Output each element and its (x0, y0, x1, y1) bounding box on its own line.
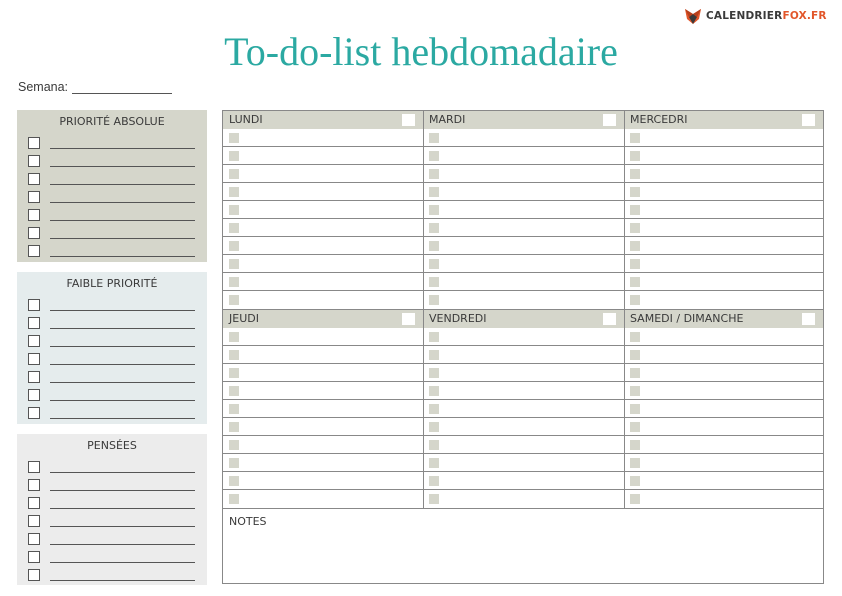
task-row[interactable] (423, 273, 624, 291)
task-checkbox[interactable] (630, 350, 640, 360)
task-row[interactable] (423, 201, 624, 219)
task-row[interactable] (423, 291, 624, 309)
task-row[interactable] (423, 382, 624, 400)
task-row[interactable] (423, 237, 624, 255)
panel-rows (17, 292, 207, 422)
weekly-grid (222, 110, 824, 584)
task-checkbox[interactable] (229, 386, 239, 396)
task-checkbox[interactable] (229, 169, 239, 179)
day-checkbox[interactable] (603, 313, 616, 325)
task-checkbox[interactable] (229, 187, 239, 197)
task-checkbox[interactable] (630, 386, 640, 396)
checkbox[interactable] (28, 317, 40, 329)
task-checkbox[interactable] (429, 332, 439, 342)
task-checkbox[interactable] (229, 259, 239, 269)
panel-title: FAIBLE PRIORITÉ (66, 277, 158, 290)
task-checkbox[interactable] (229, 295, 239, 305)
task-row[interactable] (423, 255, 624, 273)
checkbox[interactable] (28, 227, 40, 239)
panel-row (28, 512, 207, 530)
task-row[interactable] (624, 255, 823, 273)
task-row[interactable] (223, 165, 423, 183)
panel-row (28, 494, 207, 512)
day-column (624, 111, 823, 309)
task-row[interactable] (624, 129, 823, 147)
panel-pensees (17, 434, 207, 585)
task-row[interactable] (223, 436, 423, 454)
task-row[interactable] (423, 472, 624, 490)
fox-logo-icon (684, 7, 702, 25)
task-row[interactable] (423, 147, 624, 165)
task-line[interactable] (50, 569, 195, 581)
checkbox[interactable] (28, 155, 40, 167)
task-checkbox[interactable] (429, 277, 439, 287)
task-checkbox[interactable] (429, 386, 439, 396)
task-checkbox[interactable] (630, 404, 640, 414)
task-line[interactable] (50, 191, 195, 203)
checkbox[interactable] (28, 389, 40, 401)
panel-row (28, 386, 207, 404)
task-checkbox[interactable] (630, 223, 640, 233)
task-line[interactable] (50, 389, 195, 401)
task-checkbox[interactable] (429, 404, 439, 414)
checkbox[interactable] (28, 209, 40, 221)
task-checkbox[interactable] (630, 440, 640, 450)
checkbox[interactable] (28, 191, 40, 203)
row-divider (223, 508, 823, 509)
checkbox[interactable] (28, 137, 40, 149)
task-checkbox[interactable] (229, 277, 239, 287)
task-checkbox[interactable] (229, 332, 239, 342)
task-row[interactable] (423, 418, 624, 436)
logo-text: CALENDRIERFOX.FR (706, 10, 827, 22)
task-line[interactable] (50, 335, 195, 347)
task-checkbox[interactable] (229, 205, 239, 215)
task-row[interactable] (624, 490, 823, 508)
task-line[interactable] (50, 497, 195, 509)
task-checkbox[interactable] (229, 494, 239, 504)
day-header (423, 310, 624, 328)
task-checkbox[interactable] (429, 223, 439, 233)
task-checkbox[interactable] (229, 350, 239, 360)
task-row[interactable] (624, 147, 823, 165)
task-checkbox[interactable] (630, 476, 640, 486)
task-line[interactable] (50, 173, 195, 185)
checkbox[interactable] (28, 335, 40, 347)
task-line[interactable] (50, 299, 195, 311)
day-column (624, 310, 823, 508)
panel-row (28, 188, 207, 206)
day-checkbox[interactable] (802, 313, 815, 325)
task-checkbox[interactable] (229, 458, 239, 468)
task-line[interactable] (50, 353, 195, 365)
task-row[interactable] (624, 165, 823, 183)
task-checkbox[interactable] (429, 295, 439, 305)
task-line[interactable] (50, 209, 195, 221)
task-row[interactable] (223, 201, 423, 219)
panel-row (28, 332, 207, 350)
day-label: LUNDI (229, 113, 263, 126)
task-row[interactable] (423, 490, 624, 508)
task-row[interactable] (624, 346, 823, 364)
panel-row (28, 206, 207, 224)
checkbox[interactable] (28, 533, 40, 545)
day-checkbox[interactable] (802, 114, 815, 126)
task-line[interactable] (50, 245, 195, 257)
task-row[interactable] (624, 183, 823, 201)
day-label: VENDREDI (429, 312, 487, 325)
task-row[interactable] (624, 454, 823, 472)
checkbox[interactable] (28, 497, 40, 509)
day-header (223, 111, 423, 129)
task-checkbox[interactable] (229, 422, 239, 432)
task-checkbox[interactable] (429, 476, 439, 486)
task-checkbox[interactable] (429, 133, 439, 143)
task-row[interactable] (223, 183, 423, 201)
task-line[interactable] (50, 551, 195, 563)
notes-area[interactable] (223, 509, 823, 583)
panel-row (28, 134, 207, 152)
task-checkbox[interactable] (630, 368, 640, 378)
task-row[interactable] (223, 490, 423, 508)
checkbox[interactable] (28, 245, 40, 257)
task-line[interactable] (50, 137, 195, 149)
task-line[interactable] (50, 515, 195, 527)
panel-row (28, 548, 207, 566)
task-checkbox[interactable] (630, 277, 640, 287)
task-checkbox[interactable] (229, 368, 239, 378)
task-checkbox[interactable] (429, 205, 439, 215)
task-checkbox[interactable] (630, 458, 640, 468)
task-row[interactable] (423, 328, 624, 346)
task-line[interactable] (50, 371, 195, 383)
task-row[interactable] (624, 472, 823, 490)
task-checkbox[interactable] (229, 223, 239, 233)
task-checkbox[interactable] (429, 241, 439, 251)
checkbox[interactable] (28, 461, 40, 473)
day-label: JEUDI (229, 312, 259, 325)
task-checkbox[interactable] (429, 151, 439, 161)
task-checkbox[interactable] (630, 332, 640, 342)
checkbox[interactable] (28, 479, 40, 491)
task-row[interactable] (223, 328, 423, 346)
task-checkbox[interactable] (630, 151, 640, 161)
day-checkbox[interactable] (603, 114, 616, 126)
task-row[interactable] (624, 400, 823, 418)
day-column (223, 310, 423, 508)
task-checkbox[interactable] (630, 169, 640, 179)
task-row[interactable] (423, 219, 624, 237)
row-divider (223, 309, 823, 310)
task-checkbox[interactable] (429, 187, 439, 197)
task-row[interactable] (423, 454, 624, 472)
task-line[interactable] (50, 479, 195, 491)
checkbox[interactable] (28, 551, 40, 563)
panel-title: PENSÉES (87, 439, 137, 452)
task-line[interactable] (50, 317, 195, 329)
week-field (18, 80, 172, 94)
task-checkbox[interactable] (630, 259, 640, 269)
task-checkbox[interactable] (429, 440, 439, 450)
day-column (223, 111, 423, 309)
task-line[interactable] (50, 461, 195, 473)
task-row[interactable] (423, 165, 624, 183)
week-input-line[interactable] (72, 81, 172, 94)
panel-row (28, 350, 207, 368)
task-row[interactable] (423, 183, 624, 201)
task-row[interactable] (423, 129, 624, 147)
task-row[interactable] (223, 346, 423, 364)
task-row[interactable] (624, 219, 823, 237)
checkbox[interactable] (28, 515, 40, 527)
checkbox[interactable] (28, 299, 40, 311)
task-row[interactable] (423, 364, 624, 382)
day-column (423, 310, 624, 508)
task-line[interactable] (50, 407, 195, 419)
task-row[interactable] (223, 255, 423, 273)
task-row[interactable] (223, 219, 423, 237)
task-row[interactable] (423, 436, 624, 454)
task-checkbox[interactable] (229, 440, 239, 450)
task-checkbox[interactable] (429, 259, 439, 269)
task-checkbox[interactable] (630, 133, 640, 143)
task-row[interactable] (423, 400, 624, 418)
task-row[interactable] (223, 364, 423, 382)
task-row[interactable] (624, 436, 823, 454)
day-column (423, 111, 624, 309)
checkbox[interactable] (28, 569, 40, 581)
panel-row (28, 368, 207, 386)
brand-logo (684, 7, 827, 25)
panel-row (28, 458, 207, 476)
task-checkbox[interactable] (229, 404, 239, 414)
day-header (624, 310, 823, 328)
task-row[interactable] (624, 364, 823, 382)
task-checkbox[interactable] (630, 422, 640, 432)
task-checkbox[interactable] (429, 350, 439, 360)
task-checkbox[interactable] (429, 494, 439, 504)
task-row[interactable] (423, 346, 624, 364)
task-row[interactable] (624, 273, 823, 291)
task-line[interactable] (50, 227, 195, 239)
panel-row (28, 530, 207, 548)
day-header (423, 111, 624, 129)
notes-label: NOTES (229, 515, 267, 528)
task-checkbox[interactable] (229, 476, 239, 486)
task-checkbox[interactable] (429, 422, 439, 432)
task-row[interactable] (223, 129, 423, 147)
task-checkbox[interactable] (229, 133, 239, 143)
checkbox[interactable] (28, 407, 40, 419)
task-checkbox[interactable] (429, 368, 439, 378)
panel-faible-priorite (17, 272, 207, 424)
panel-row (28, 296, 207, 314)
task-checkbox[interactable] (229, 241, 239, 251)
task-row[interactable] (624, 328, 823, 346)
day-checkbox[interactable] (402, 313, 415, 325)
task-row[interactable] (223, 291, 423, 309)
day-label: MERCEDRI (630, 113, 688, 126)
task-checkbox[interactable] (630, 494, 640, 504)
task-row[interactable] (624, 291, 823, 309)
task-line[interactable] (50, 533, 195, 545)
task-checkbox[interactable] (429, 169, 439, 179)
panel-row (28, 314, 207, 332)
task-checkbox[interactable] (630, 241, 640, 251)
task-row[interactable] (624, 382, 823, 400)
checkbox[interactable] (28, 353, 40, 365)
task-row[interactable] (624, 237, 823, 255)
task-row[interactable] (223, 400, 423, 418)
panel-row (28, 170, 207, 188)
task-line[interactable] (50, 155, 195, 167)
day-label: SAMEDI / DIMANCHE (630, 312, 744, 325)
task-row[interactable] (223, 147, 423, 165)
task-row[interactable] (223, 382, 423, 400)
panel-priorite-absolue (17, 110, 207, 262)
panel-row (28, 224, 207, 242)
checkbox[interactable] (28, 173, 40, 185)
day-header (624, 111, 823, 129)
day-checkbox[interactable] (402, 114, 415, 126)
panel-title: PRIORITÉ ABSOLUE (59, 115, 165, 128)
day-header (223, 310, 423, 328)
task-checkbox[interactable] (630, 295, 640, 305)
task-row[interactable] (624, 418, 823, 436)
panel-row (28, 404, 207, 422)
panel-rows (17, 454, 207, 584)
panel-row (28, 476, 207, 494)
panel-row (28, 152, 207, 170)
task-row[interactable] (223, 454, 423, 472)
task-checkbox[interactable] (630, 205, 640, 215)
checkbox[interactable] (28, 371, 40, 383)
day-label: MARDI (429, 113, 466, 126)
panel-row (28, 242, 207, 260)
task-row[interactable] (624, 201, 823, 219)
panel-row (28, 566, 207, 584)
task-row[interactable] (223, 237, 423, 255)
task-row[interactable] (223, 418, 423, 436)
task-checkbox[interactable] (630, 187, 640, 197)
panel-rows (17, 130, 207, 260)
week-label: Semana: (18, 80, 69, 94)
task-row[interactable] (223, 273, 423, 291)
task-checkbox[interactable] (229, 151, 239, 161)
page-title: To-do-list hebdomadaire (224, 29, 618, 74)
task-row[interactable] (223, 472, 423, 490)
task-checkbox[interactable] (429, 458, 439, 468)
